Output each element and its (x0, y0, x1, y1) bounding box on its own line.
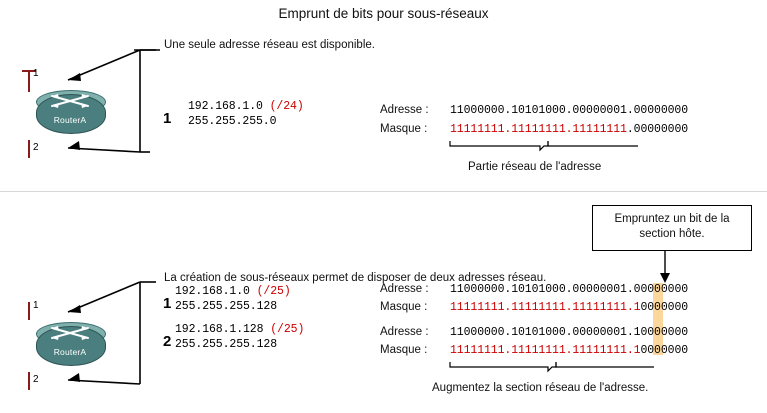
bottom-entry1-ip (175, 285, 291, 298)
top-mask-bits-network: 11111111.11111111.11111111 (450, 123, 627, 136)
section-divider (0, 191, 767, 192)
bottom-block2-addr-host: 10000000 (633, 326, 689, 339)
top-addr-label: Adresse : (380, 104, 429, 116)
router-bottom-label: RouterA (53, 347, 87, 357)
page-title: Emprunt de bits pour sous-réseaux (278, 6, 489, 21)
bottom-block2-addr-label: Adresse : (380, 326, 429, 338)
bottom-block1-mask-bits (450, 301, 688, 314)
bottom-entry1-mask: 255.255.255.128 (175, 300, 278, 313)
top-entry-number: 1 (163, 110, 172, 127)
top-mask-bits (450, 123, 688, 136)
bottom-block2-addr-bits (450, 326, 688, 339)
bottom-entry2-ip-value: 192.168.1.128 (175, 323, 264, 336)
bottom-entry1-ip-prefix: (/25) (256, 285, 291, 298)
callout-box: Empruntez un bit de la section hôte. (592, 205, 752, 251)
router-top-port1-label: 1 (33, 68, 39, 79)
bottom-block1-mask-host: 0000000 (640, 301, 689, 314)
bottom-block1-addr-host: 00000000 (633, 283, 689, 296)
bottom-block2-mask-label: Masque : (380, 344, 428, 356)
top-entry-ip (188, 100, 304, 113)
top-network-brace (448, 139, 648, 153)
bottom-entry2-ip (175, 323, 304, 336)
bottom-entry1-number: 1 (163, 295, 172, 312)
router-bottom-port1-label: 1 (33, 300, 39, 311)
bottom-block2-mask-network: 11111111.11111111.11111111.1 (450, 344, 641, 357)
top-note: Une seule adresse réseau est disponible. (164, 39, 375, 51)
bottom-network-brace (448, 360, 663, 374)
top-entry-ip-prefix: (/24) (269, 100, 304, 113)
top-addr-bits: 11000000.10101000.00000001.00000000 (450, 104, 689, 117)
top-bracket-arrows (28, 44, 178, 164)
top-mask-label: Masque : (380, 123, 428, 135)
top-caption: Partie réseau de l'adresse (468, 161, 602, 173)
bottom-entry1-ip-value: 192.168.1.0 (175, 285, 250, 298)
bottom-block2-mask-host: 0000000 (640, 344, 689, 357)
router-bottom-port2-label: 2 (33, 374, 39, 385)
top-mask-bits-host: .00000000 (626, 123, 689, 136)
bottom-entry2-ip-prefix: (/25) (270, 323, 305, 336)
bottom-bracket-arrows (28, 276, 178, 396)
bottom-block1-addr-label: Adresse : (380, 283, 429, 295)
bottom-block1-mask-label: Masque : (380, 301, 428, 313)
router-top-port2-label: 2 (33, 142, 39, 153)
router-label: RouterA (53, 115, 87, 125)
bottom-entry2-mask: 255.255.255.128 (175, 338, 278, 351)
callout-arrow (655, 251, 675, 285)
bottom-block2-addr-network: 11000000.10101000.00000001. (450, 326, 634, 339)
bottom-block1-mask-network: 11111111.11111111.11111111.1 (450, 301, 641, 314)
bottom-entry2-number: 2 (163, 333, 172, 350)
top-entry-mask: 255.255.255.0 (188, 115, 277, 128)
bottom-caption: Augmentez la section réseau de l'adresse. (432, 382, 649, 394)
bottom-block1-addr-network: 11000000.10101000.00000001. (450, 283, 634, 296)
bottom-block2-mask-bits (450, 344, 688, 357)
top-entry-ip-value: 192.168.1.0 (188, 100, 263, 113)
bottom-note: La création de sous-réseaux permet de disposer de deux adresses réseau. (164, 272, 547, 284)
bottom-block1-addr-bits (450, 283, 688, 296)
